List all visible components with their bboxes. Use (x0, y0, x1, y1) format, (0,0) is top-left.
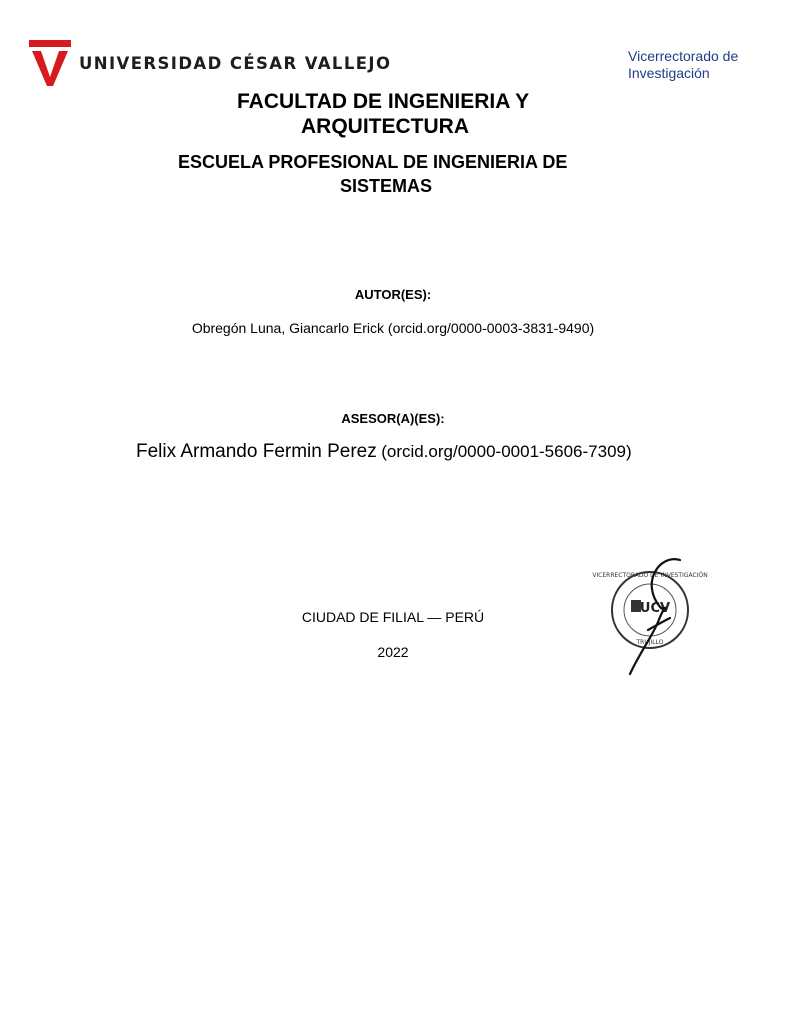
seal-bottom-arc: TRUJILLO (636, 639, 664, 646)
faculty-title-line-1: FACULTAD DE INGENIERIA Y (237, 90, 530, 113)
authors-label: AUTOR(ES): (354, 287, 432, 302)
school-title (178, 150, 567, 198)
author-name: Obregón Luna, Giancarlo Erick (orcid.org/0000-0003-3831-9490) (191, 320, 595, 336)
vice-rectorate-line-2: Investigación (628, 65, 710, 81)
ucv-logo-icon (29, 40, 71, 86)
year: 2022 (377, 644, 409, 660)
university-logo (29, 40, 391, 86)
faculty-title-line-2: ARQUITECTURA (301, 115, 469, 138)
advisor-orcid: (orcid.org/0000-0001-5606-7309) (381, 442, 632, 461)
seal-icon (592, 552, 708, 677)
seal-text: UCV (639, 601, 671, 616)
city-country: CIUDAD DE FILIAL — PERÚ (301, 609, 485, 625)
faculty-title (237, 89, 529, 139)
vice-rectorate (628, 48, 738, 82)
school-title-line-1: ESCUELA PROFESIONAL DE INGENIERIA DE (178, 152, 568, 172)
advisor-name: Felix Armando Fermin Perez (136, 441, 377, 462)
vice-rectorate-line-1: Vicerrectorado de (628, 48, 739, 64)
university-name: UNIVERSIDAD CÉSAR VALLEJO (79, 53, 392, 73)
school-title-line-2: SISTEMAS (340, 176, 433, 196)
advisors-label: ASESOR(A)(ES): (341, 411, 445, 426)
seal-top-arc: VICERRECTORADO DE INVESTIGACIÓN (592, 572, 708, 579)
advisor-line (136, 441, 632, 463)
